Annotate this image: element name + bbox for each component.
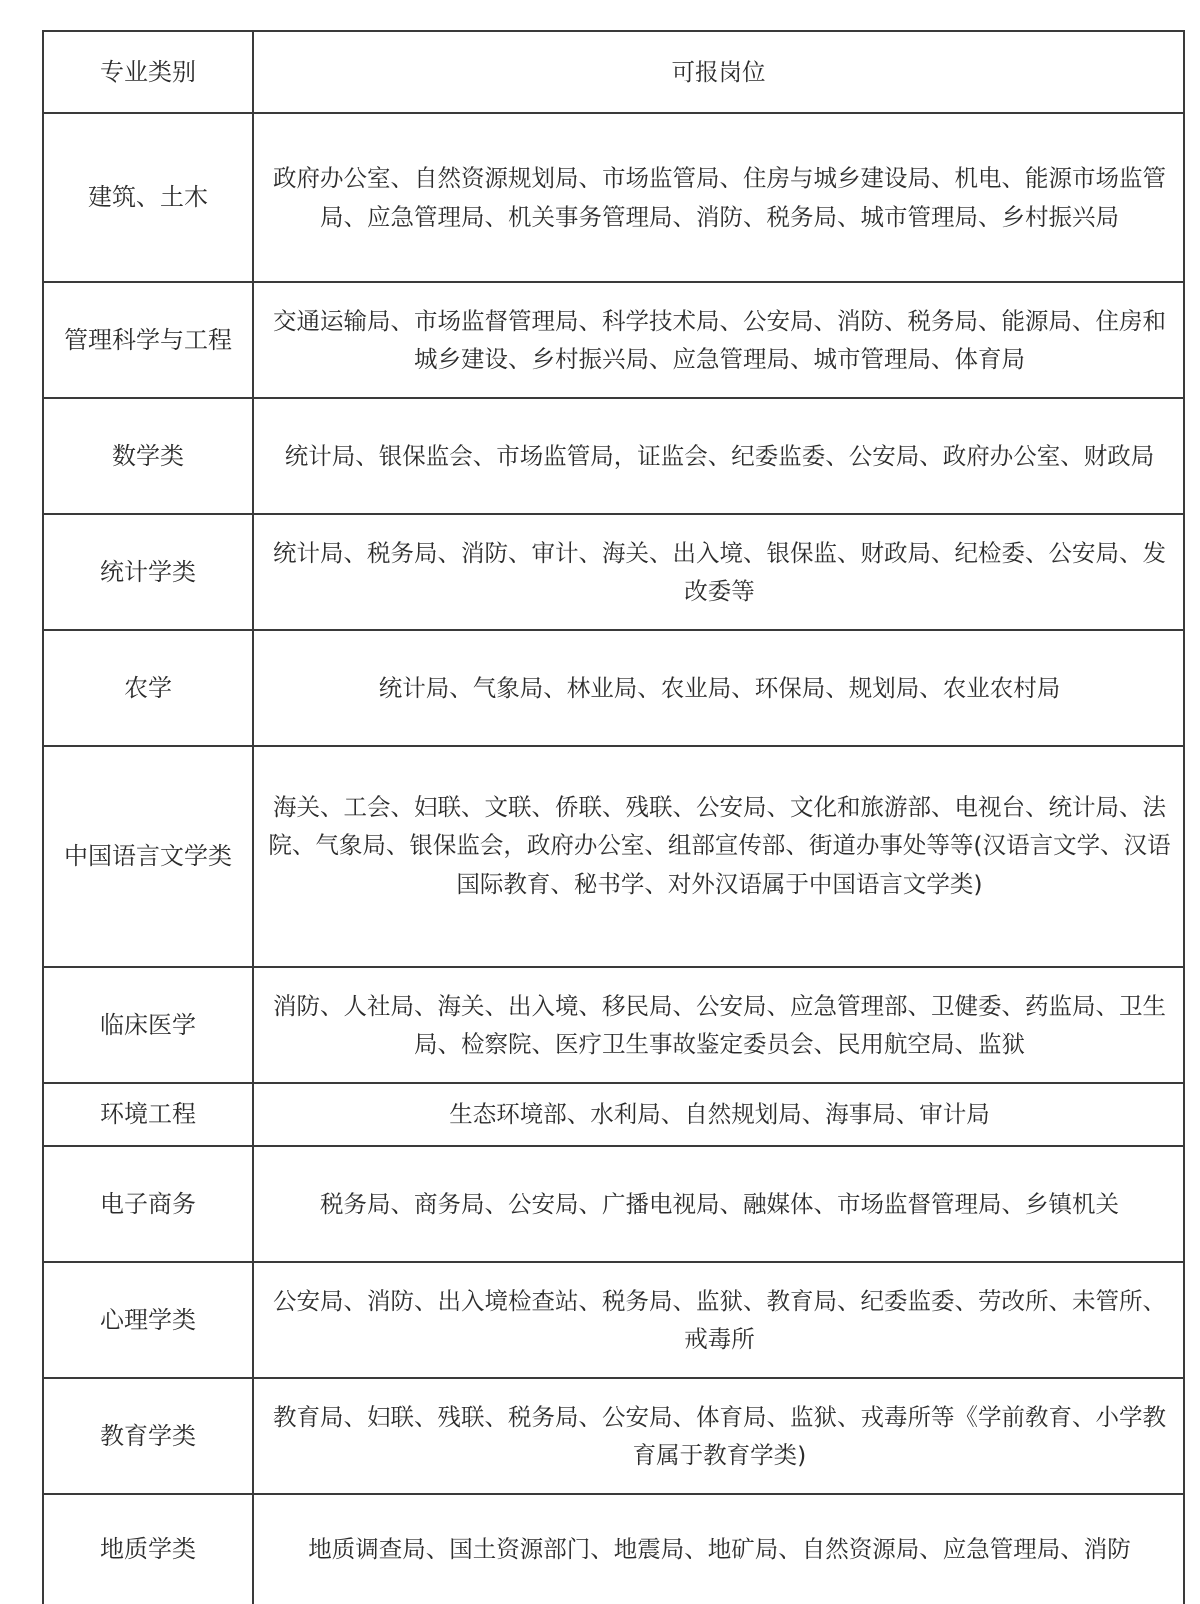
row-category: 统计学类 — [43, 514, 253, 630]
row-category: 中国语言文学类 — [43, 746, 253, 967]
row-positions: 公安局、消防、出入境检查站、税务局、监狱、教育局、纪委监委、劳改所、未管所、戒毒所 — [253, 1262, 1184, 1378]
majors-positions-table — [42, 30, 1185, 1604]
table-row — [43, 1262, 1184, 1378]
table-row — [43, 967, 1184, 1083]
row-positions: 教育局、妇联、残联、税务局、公安局、体育局、监狱、戎毒所等《学前敎育、小学教育属于教育学类) — [253, 1378, 1184, 1494]
row-category: 建筑、土木 — [43, 113, 253, 282]
table-row — [43, 398, 1184, 514]
row-category: 管理科学与工程 — [43, 282, 253, 398]
row-category: 农学 — [43, 630, 253, 746]
row-positions: 消防、人社局、海关、出入境、移民局、公安局、应急管理部、卫健委、药监局、卫生局、检察院、医疗卫生事故鉴定委员会、民用航空局、监狱 — [253, 967, 1184, 1083]
row-category: 环境工程 — [43, 1083, 253, 1146]
row-positions: 生态环境部、水利局、自然规划局、海事局、审计局 — [253, 1083, 1184, 1146]
row-category: 临床医学 — [43, 967, 253, 1083]
row-positions: 统计局、气象局、林业局、农业局、环保局、规划局、农业农村局 — [253, 630, 1184, 746]
table-row — [43, 282, 1184, 398]
row-positions: 统计局、银保监会、市场监管局，证监会、纪委监委、公安局、政府办公室、财政局 — [253, 398, 1184, 514]
row-positions: 统计局、税务局、消防、审计、海关、出入境、银保监、财政局、纪检委、公安局、发改委等 — [253, 514, 1184, 630]
row-positions: 交通运输局、市场监督管理局、科学技术局、公安局、消防、税务局、能源局、住房和城乡建设、乡村振兴局、应急管理局、城市管理局、体育局 — [253, 282, 1184, 398]
table-row — [43, 630, 1184, 746]
row-category: 心理学类 — [43, 1262, 253, 1378]
row-category: 地质学类 — [43, 1494, 253, 1604]
table-row — [43, 514, 1184, 630]
row-positions: 地质调查局、国土资源部门、地震局、地矿局、自然资源局、应急管理局、消防 — [253, 1494, 1184, 1604]
row-category: 教育学类 — [43, 1378, 253, 1494]
row-positions: 政府办公室、自然资源规划局、市场监管局、住房与城乡建设局、机电、能源市场监管局、应急管理局、机关事务管理局、消防、税务局、城市管理局、乡村振兴局 — [253, 113, 1184, 282]
majors-positions-table-container — [42, 30, 1185, 1604]
header-category: 专业类别 — [43, 31, 253, 113]
table-row — [43, 1494, 1184, 1604]
table-header-row — [43, 31, 1184, 113]
table-row — [43, 113, 1184, 282]
table-row — [43, 1146, 1184, 1262]
row-category: 数学类 — [43, 398, 253, 514]
row-category: 电子商务 — [43, 1146, 253, 1262]
header-positions: 可报岗位 — [253, 31, 1184, 113]
row-positions: 税务局、商务局、公安局、广播电视局、融媒体、市场监督管理局、乡镇机关 — [253, 1146, 1184, 1262]
row-positions: 海关、工会、妇联、文联、侨联、残联、公安局、文化和旅游部、电视台、统计局、法院、气象局、银保监会，政府办公室、组部宣传部、街道办事处等等(汉语言文学、汉语国际教育、秘书学、对外汉语属于中国语言文学类) — [253, 746, 1184, 967]
table-row — [43, 746, 1184, 967]
table-row — [43, 1083, 1184, 1146]
table-row — [43, 1378, 1184, 1494]
